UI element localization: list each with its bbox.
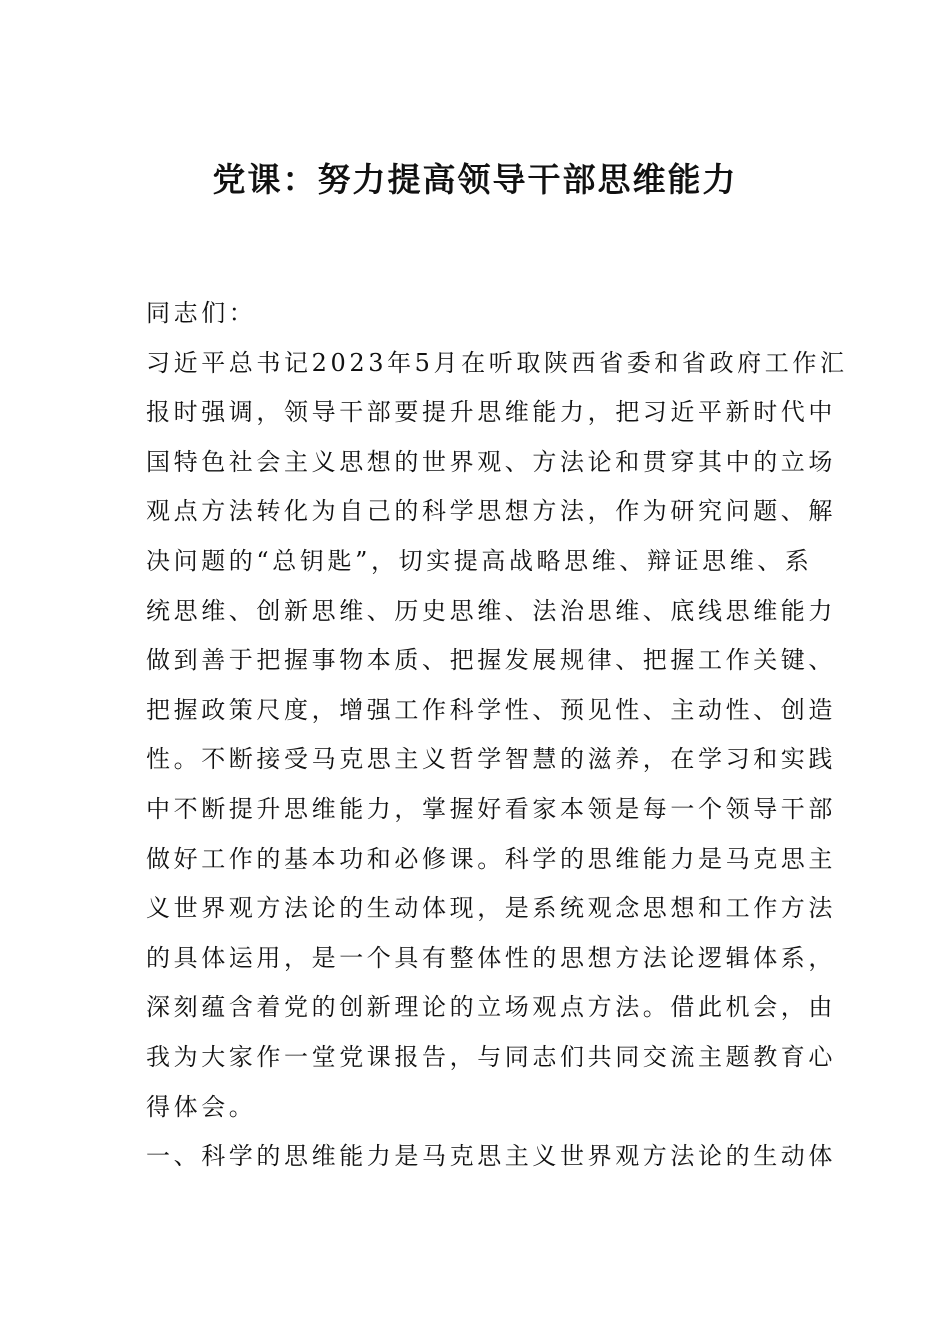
paragraph-1 (146, 339, 848, 1133)
section-1-heading (146, 1132, 836, 1182)
paragraph-line: 报时强调，领导干部要提升思维能力，把习近平新时代中 (146, 398, 836, 427)
paragraph-line: 观点方法转化为自己的科学思想方法，作为研究问题、解 (146, 497, 836, 526)
paragraph-line: 中不断提升思维能力，掌握好看家本领是每一个领导干部 (146, 794, 836, 823)
section-heading-line: 一、科学的思维能力是马克思主义世界观方法论的生动体 (146, 1142, 836, 1171)
paragraph-line: 我为大家作一堂党课报告，与同志们共同交流主题教育心 (146, 1042, 836, 1071)
greeting-line: 同志们： (146, 299, 257, 327)
paragraph-line: 国特色社会主义思想的世界观、方法论和贯穿其中的立场 (146, 447, 836, 476)
paragraph-line: 习近平总书记2023年5月在听取陕西省委和省政府工作汇 (146, 348, 848, 377)
paragraph-line: 性。不断接受马克思主义哲学智慧的滋养，在学习和实践 (146, 745, 836, 774)
paragraph-line: 义世界观方法论的生动体现，是系统观念思想和工作方法 (146, 894, 836, 923)
paragraph-line: 做到善于把握事物本质、把握发展规律、把握工作关键、 (146, 646, 836, 675)
paragraph-line: 把握政策尺度，增强工作科学性、预见性、主动性、创造 (146, 695, 836, 724)
paragraph-line: 做好工作的基本功和必修课。科学的思维能力是马克思主 (146, 844, 836, 873)
greeting (146, 289, 806, 339)
paragraph-line: 统思维、创新思维、历史思维、法治思维、底线思维能力 (146, 596, 836, 625)
paragraph-line: 深刻蕴含着党的创新理论的立场观点方法。借此机会，由 (146, 993, 836, 1022)
document-body (146, 289, 848, 1182)
paragraph-line: 的具体运用，是一个具有整体性的思想方法论逻辑体系， (146, 943, 836, 972)
document-title: 党课：努力提高领导干部思维能力 (212, 160, 738, 199)
paragraph-line: 得体会。 (146, 1092, 257, 1121)
paragraph-line: 决问题的“总钥匙”，切实提高战略思维、辩证思维、系 (146, 546, 813, 575)
